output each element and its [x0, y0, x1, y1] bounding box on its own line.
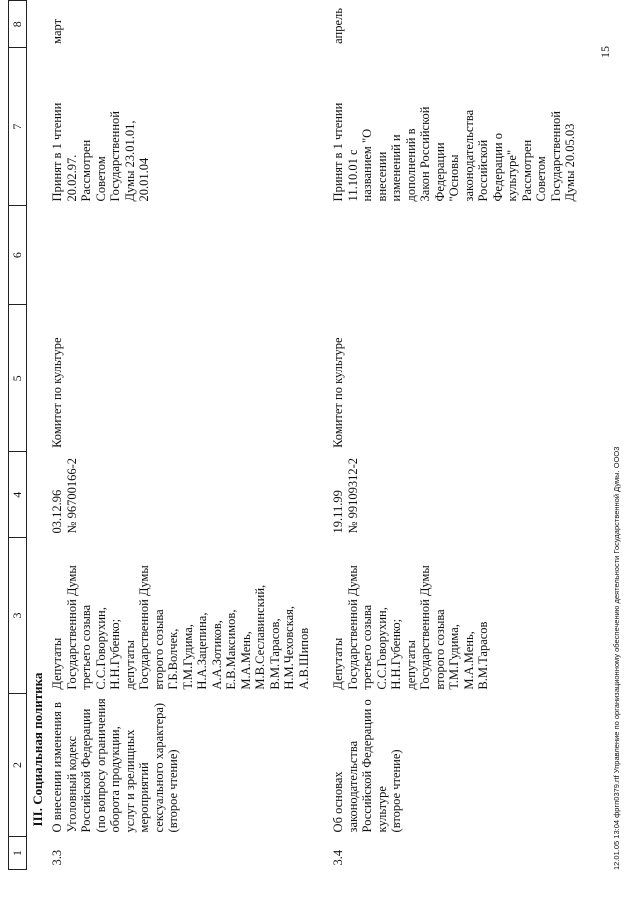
bill-date-number — [48, 452, 313, 538]
cell-line: № 96700166-2 — [64, 458, 79, 534]
cell-line: Н.М.Чеховская, — [282, 606, 296, 690]
cell-line: Российской — [476, 139, 490, 202]
cell-line: Федерации — [432, 142, 447, 202]
cell-line: депутаты — [403, 640, 418, 690]
cell-line: март — [50, 18, 64, 44]
cell-line: Принят в 1 чтении — [331, 102, 345, 202]
column-number: 3 — [9, 537, 27, 693]
cell-line: А.А.Зотиков, — [209, 620, 224, 690]
column-number: 6 — [9, 205, 27, 304]
cell-line: 20.02.97. — [64, 154, 79, 202]
cell-line: Государственной Думы — [137, 565, 151, 690]
cell-line: депутаты — [122, 640, 137, 690]
cell-line: Депутаты — [50, 637, 64, 690]
cell-line: "Основы — [447, 154, 461, 202]
cell-line: третьего созыва — [79, 604, 93, 690]
cell-line: Комитет по культуре — [331, 337, 345, 448]
cell-line: Государственной — [548, 111, 563, 202]
bill-date-number — [313, 452, 580, 538]
cell-line: Рассмотрен — [519, 139, 534, 202]
cell-line: Государственной Думы — [418, 565, 432, 690]
column-6 — [313, 205, 580, 304]
cell-line: культуре — [374, 786, 389, 833]
cell-line: Н.Н.Губенко; — [108, 618, 122, 690]
cell-line: мероприятий — [137, 762, 151, 833]
cell-line: М.А.Мень, — [238, 631, 253, 690]
bill-row — [48, 1, 313, 870]
bill-authors — [313, 537, 580, 693]
cell-line: законодательства — [345, 740, 360, 833]
cell-line: апрель — [331, 8, 345, 44]
cell-line: Т.М.Гудима, — [180, 624, 195, 690]
cell-line: названием "О — [360, 128, 374, 202]
cell-line: Российской Федерации о — [360, 699, 374, 833]
section-title: III. Социальная политика — [29, 672, 45, 827]
cell-line: культуре" — [505, 149, 519, 202]
cell-line: (второе чтение) — [389, 749, 403, 833]
cell-line: дополнений в — [403, 128, 418, 202]
column-number: 5 — [9, 305, 27, 452]
cell-line: В.М.Тарасов — [476, 621, 490, 690]
column-number: 4 — [9, 452, 27, 538]
cell-line: Рассмотрен — [79, 139, 93, 202]
column-number: 8 — [9, 1, 27, 48]
planned-month — [48, 1, 313, 48]
cell-line: Уголовный кодекс — [64, 735, 79, 833]
cell-line: третьего созыва — [360, 604, 374, 690]
footer-text: 12.01.05 13:04 фргп0379.rtf Управление по организационному обеспечению деятельности Государственной Думы. ООО3 — [612, 446, 621, 870]
planned-month — [313, 1, 580, 48]
cell-line: второго созыва — [432, 609, 447, 690]
cell-line: С.С.Говорухин, — [374, 607, 389, 690]
bill-title — [313, 694, 580, 837]
cell-line: Депутаты — [331, 637, 345, 690]
cell-line: О внесении изменения в — [50, 702, 64, 833]
cell-line: Е.В.Максимов, — [224, 609, 238, 690]
column-number: 7 — [9, 48, 27, 206]
section-spacer — [26, 836, 48, 869]
responsible-committee — [48, 305, 313, 452]
cell-line: А.В.Шипов — [296, 627, 311, 690]
cell-line: В.М.Тарасов, — [267, 618, 282, 690]
cell-line: изменений и — [389, 134, 403, 202]
bill-title — [48, 694, 313, 837]
bill-authors — [48, 537, 313, 693]
cell-line: законодательства — [461, 109, 476, 202]
bill-status — [48, 48, 313, 206]
column-number: 2 — [9, 694, 27, 837]
bill-row — [313, 1, 580, 870]
cell-line: Государственной — [108, 111, 122, 202]
responsible-committee — [313, 305, 580, 452]
cell-line: Н.Н.Губенко; — [389, 618, 403, 690]
cell-line: М.А.Мень, — [461, 631, 476, 690]
cell-line: № 99109312-2 — [345, 458, 360, 534]
cell-line: Федерации о — [490, 133, 505, 202]
section-row — [26, 1, 48, 870]
cell-line: (по вопросу ограничения — [93, 698, 108, 833]
cell-line: второго созыва — [151, 609, 166, 690]
cell-line: 20.01.04 — [137, 157, 151, 202]
cell-line: Об основах — [331, 771, 345, 833]
bill-status — [313, 48, 580, 206]
cell-line: (второе чтение) — [166, 749, 180, 833]
cell-line: Н.А.Зацепина, — [195, 612, 209, 690]
cell-line: 03.12.96 — [50, 489, 64, 534]
column-number: 1 — [9, 836, 27, 869]
cell-line: услуг и зрелищных — [122, 729, 137, 833]
cell-line: сексуального характера) — [151, 702, 166, 833]
cell-line: С.С.Говорухин, — [93, 607, 108, 690]
cell-line: Думы 23.01.01, — [122, 120, 137, 202]
column-number-row — [9, 1, 27, 870]
cell-line: 19.11.99 — [331, 490, 345, 534]
cell-line: внесении — [374, 151, 389, 202]
row-number: 3.4 — [331, 849, 345, 866]
row-number: 3.3 — [50, 849, 64, 866]
cell-line: Советом — [93, 156, 108, 202]
cell-line: Российской Федерации — [79, 708, 93, 833]
cell-line: Г.Б.Волчек, — [166, 628, 180, 690]
cell-line: Государственной Думы — [64, 565, 79, 690]
cell-line: Комитет по культуре — [50, 337, 64, 448]
cell-line: Закон Российской — [418, 106, 432, 202]
cell-line: Т.М.Гудима, — [447, 624, 461, 690]
cell-line: Государственной Думы — [345, 565, 360, 690]
page-number: 15 — [598, 46, 612, 58]
cell-line: оборота продукции, — [108, 726, 122, 833]
cell-line: Принят в 1 чтении — [50, 102, 64, 202]
cell-line: Думы 20.05.03 — [563, 123, 577, 202]
cell-line: Советом — [534, 156, 548, 202]
cell-line: 11.10.01 с — [345, 149, 360, 202]
cell-line: М.В.Сеславинский, — [253, 584, 267, 690]
column-6 — [48, 205, 313, 304]
bill-table — [8, 0, 580, 870]
